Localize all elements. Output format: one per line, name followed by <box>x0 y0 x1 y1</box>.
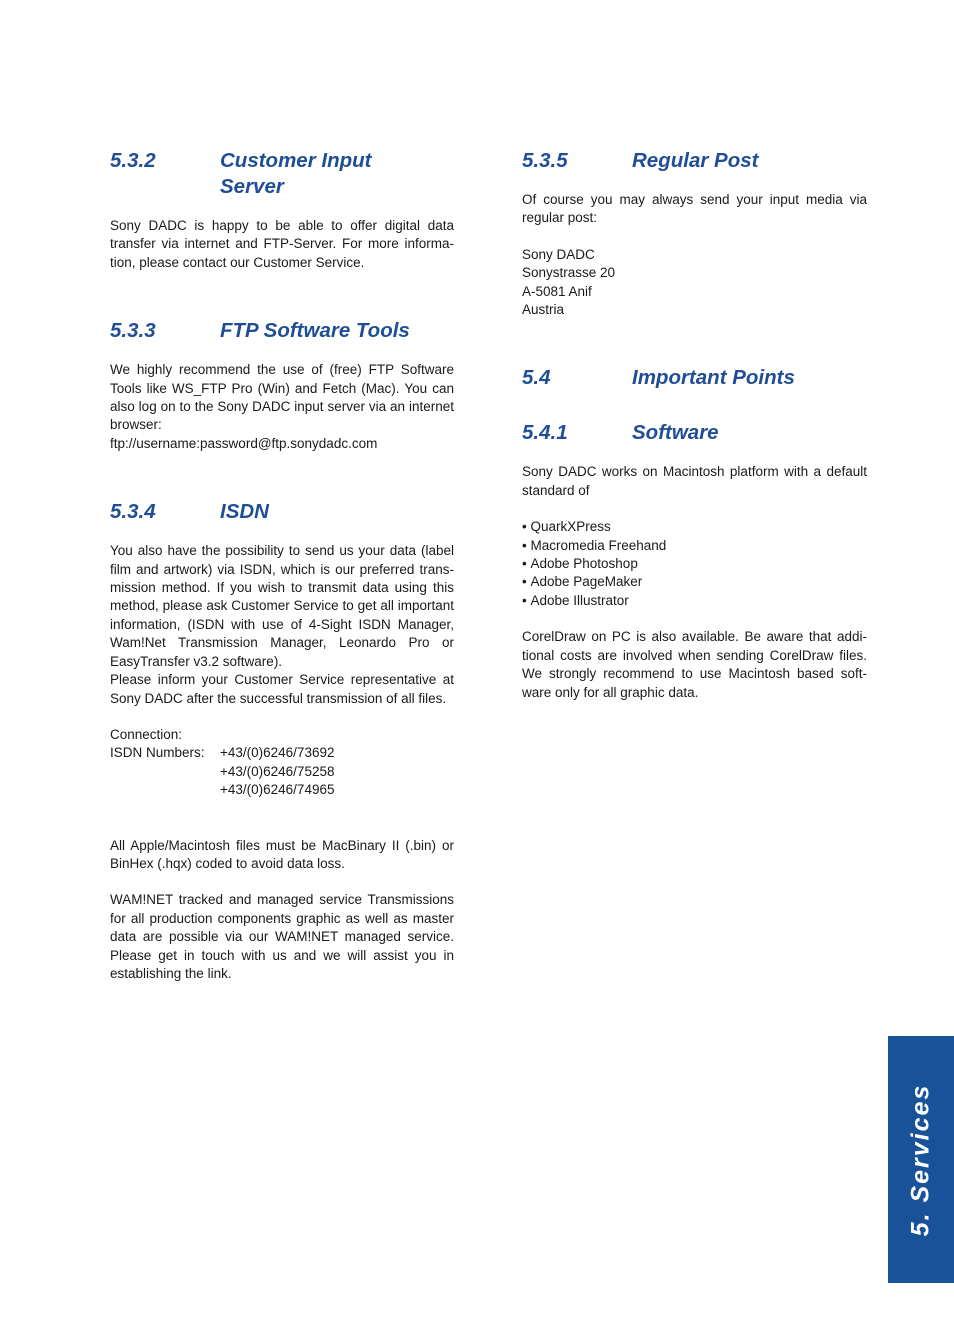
isdn-text-2: Please inform your Customer Service representative at Sony DADC after the successful transmission of all files. <box>110 672 454 706</box>
isdn-text-1: You also have the possibility to send us your data (label film and artwork) via ISDN, which is our preferred transmission method. If you wish to transmit data using this method, please ask Customer Service to get all important information, (ISDN with use of 4-Sight ISDN Manager, Wam!Net Transmission Manager, Leonardo Pro or EasyTransfer v3.2 software). <box>110 543 454 669</box>
list-item: • QuarkXPress <box>522 518 867 536</box>
ftp-text: We highly recommend the use of (free) FTP Software Tools like WS_FTP Pro (Win) and Fetch (Mac). You can also log on to the Sony DADC input server via an internet browser: <box>110 362 454 433</box>
section-number: 5.3.4 <box>110 500 156 524</box>
list-item: • Adobe Photoshop <box>522 555 867 573</box>
section-number: 5.3.5 <box>522 149 568 172</box>
heading-customer-input-server <box>110 148 454 200</box>
left-column <box>110 148 454 983</box>
address-line: Austria <box>522 302 565 318</box>
list-item: • Macromedia Freehand <box>522 537 867 555</box>
list-item: • Adobe PageMaker <box>522 573 867 591</box>
chapter-tab-label: 5. Services <box>906 1083 935 1236</box>
macbinary-text: All Apple/Macintosh files must be MacBinary II (.bin) or BinHex (.hqx) coded to avoid data loss. <box>110 837 454 871</box>
right-column <box>522 148 867 702</box>
connection-label: Connection: <box>110 726 183 742</box>
address-line: Sony DADC <box>522 246 595 262</box>
regular-post-text: Of course you may always send your input media via regular post: <box>522 192 867 226</box>
section-number: 5.4.1 <box>522 421 568 445</box>
heading-ftp-software-tools <box>110 318 454 344</box>
section-number: 5.3.3 <box>110 319 156 343</box>
section-number: 5.4 <box>522 366 551 390</box>
heading-important-points <box>522 365 867 391</box>
heading-isdn <box>110 499 454 525</box>
section-title-line-2: Server <box>220 175 284 198</box>
software-text: Sony DADC works on Macintosh platform with a default standard of <box>522 464 867 498</box>
chapter-tab <box>888 1036 954 1283</box>
isdn-number-2: +43/(0)6246/75258 <box>220 763 335 779</box>
list-item: • Adobe Illustrator <box>522 592 867 610</box>
postal-address <box>522 246 867 320</box>
software-list <box>522 518 867 610</box>
section-title: Regular Post <box>632 149 759 172</box>
section-title: ISDN <box>220 500 269 524</box>
isdn-numbers-label: ISDN Numbers: <box>110 745 205 761</box>
section-title: Important Points <box>632 366 795 390</box>
customer-input-text: Sony DADC is happy to be able to offer digital data transfer via internet and FTP-Server. For more information, please contact our Customer Service. <box>110 218 454 270</box>
ftp-url: ftp://username:password@ftp.sonydadc.com <box>110 435 378 451</box>
heading-software <box>522 420 867 446</box>
heading-regular-post <box>522 148 867 174</box>
section-title: FTP Software Tools <box>220 319 410 343</box>
isdn-number-1: +43/(0)6246/73692 <box>220 745 335 761</box>
section-number: 5.3.2 <box>110 149 156 172</box>
wamnet-text: WAM!NET tracked and managed service Transmissions for all production components graphic as well as master data are possible via our WAM!NET managed service. Please get in touch with us and we will assist you in establishing the link. <box>110 892 454 981</box>
isdn-numbers <box>110 744 454 799</box>
isdn-number-3: +43/(0)6246/74965 <box>220 782 335 798</box>
section-title-line-1: Customer Input <box>220 149 372 172</box>
section-title: Software <box>632 421 719 445</box>
coreldraw-text: CorelDraw on PC is also available. Be aware that additional costs are involved when sending CorelDraw files. We strongly recommend to use Macintosh based software only for all graphic data. <box>522 629 867 700</box>
address-line: A-5081 Anif <box>522 283 592 299</box>
address-line: Sonystrasse 20 <box>522 265 616 281</box>
